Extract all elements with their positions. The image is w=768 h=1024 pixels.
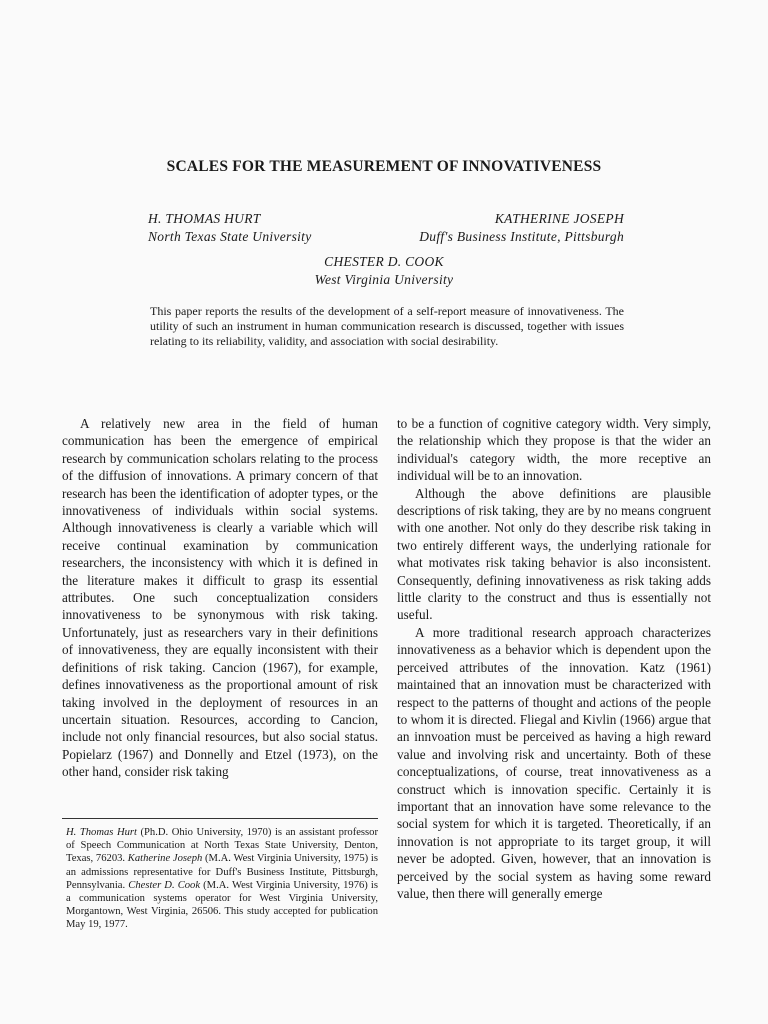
footnote-text: (Ph.D. Ohio University, 1970) is an assistant professor of Speech Communication at North Texas State University, Denton, Texas, 76203. xyxy=(66,827,378,865)
footnote-author-name: Katherine Joseph xyxy=(127,853,203,865)
author-name: KATHERINE JOSEPH xyxy=(494,211,624,226)
footnote-text: (M.A. West Virginia University, 1976) is a communication systems operator for West Virginia University, Morgantown, West Virginia, 26506. This study accepted for publication May 19, 1977. xyxy=(66,879,379,931)
right-column xyxy=(397,415,711,902)
footnote-text: (M.A. West Virginia University, 1975) is an admissions representative for Duff's Business Institute, Pittsburgh, Pennsylvania. xyxy=(66,853,378,891)
paper-title: SCALES FOR THE MEASUREMENT OF INNOVATIVENESS xyxy=(166,158,602,175)
body-paragraph: A more traditional research approach characterizes innovativeness as a behavior which is dependent upon the perceived attributes of the innovation. Katz (1961) maintained that an innovation must be characterized with respect to the patterns of thought and actions of the people to whom it is directed. Fliegal and Kivlin (1966) argue that an innvoation must be perceived as having a high reward value and involving risk and uncertainty. Both of these conceptualizations, of course, treat innovativeness as a construct which is innovation specific. Certainly it is important that an innovation have some relevance to the social system for which it is targeted. Theoretically, if an innovation is not appropriate to its target group, it will never be adopted. Given, however, that an innovation is perceived by the social system as having some reward value, then there will generally emerge xyxy=(397,624,711,901)
author-affiliation: West Virginia University xyxy=(314,272,454,287)
footnote-divider xyxy=(62,818,378,819)
author-name: H. THOMAS HURT xyxy=(148,211,261,226)
footnote-author-name: H. Thomas Hurt xyxy=(66,827,137,838)
left-column xyxy=(62,415,378,781)
author-footnote xyxy=(66,826,378,932)
author-name: CHESTER D. COOK xyxy=(324,254,444,269)
author-block-cook xyxy=(0,253,768,289)
body-paragraph: Although the above definitions are plausible descriptions of risk taking, they are by no means congruent with one another. Not only do they describe risk taking in two entirely different ways, the underlying rationale for what motivates risk taking behavior is also inconsistent. Consequently, defining innovativeness as risk taking adds little clarity to the construct and thus is essentially not useful. xyxy=(397,485,711,623)
body-paragraph: to be a function of cognitive category width. Very simply, the relationship which they propose is that the wider an individual's category width, the more receptive an individual will be to an innovation. xyxy=(397,416,711,484)
abstract: This paper reports the results of the development of a self-report measure of innovativeness. The utility of such an instrument in human communication research is discussed, together with issues relating to its reliability, validity, and association with social desirability. xyxy=(150,304,624,348)
author-affiliation: Duff's Business Institute, Pittsburgh xyxy=(419,229,624,244)
author-block-joseph xyxy=(419,210,624,246)
author-affiliation: North Texas State University xyxy=(148,229,312,244)
body-paragraph: A relatively new area in the field of human communication has been the emergence of empirical research by communication scholars relating to the process of the diffusion of innovations. A primary concern of that research has been the identification of adopter types, or the innovativeness of individuals within social systems. Although innovativeness is clearly a variable which will receive continual examination by communication researchers, the inconsistency with which it is defined in the literature makes it difficult to grasp its essential attributes. One such conceptualization considers innovativeness to be synonymous with risk taking. Unfortunately, just as researchers vary in their definitions of innovativeness, they are equally inconsistent with their definitions of risk taking. Cancion (1967), for example, defines innovativeness as the proportional amount of risk taking involved in the deployment of resources in an uncertain situation. Resources, according to Cancion, include not only financial resources, but also social status. Popielarz (1967) and Donnelly and Etzel (1973), on the other hand, consider risk taking xyxy=(62,416,378,780)
footnote-author-name: Chester D. Cook xyxy=(128,879,201,891)
author-block-hurt xyxy=(148,210,312,246)
